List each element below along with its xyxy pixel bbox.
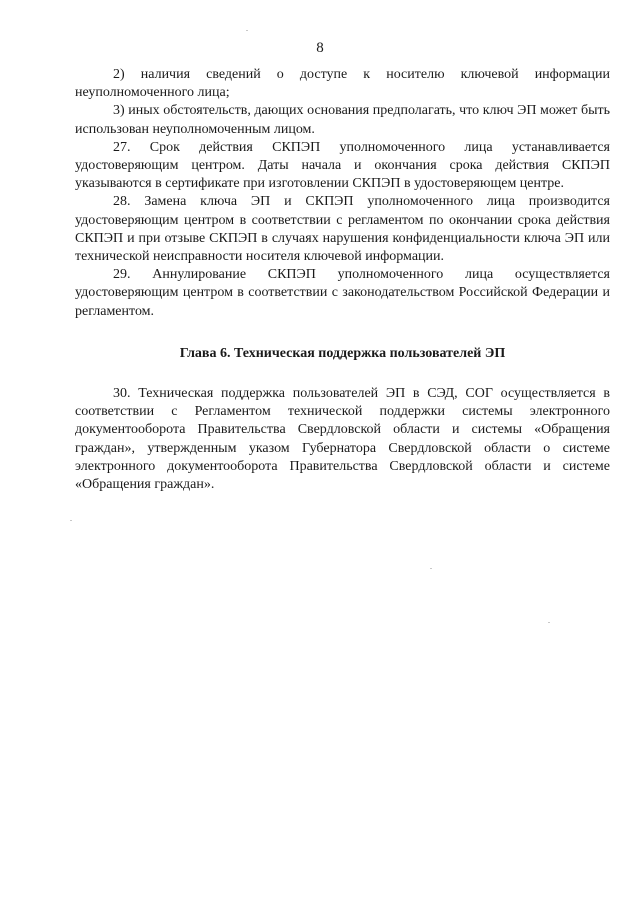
paragraph-27: 27. Срок действия СКПЭП уполномоченного лица устанавливается удостоверяющим центром. Даты начала и окончания срока действия СКПЭП указываются в сертификате при изготовлении СКПЭП в удостоверяющем центре. (75, 139, 610, 192)
scan-speck (430, 568, 432, 569)
scan-speck (548, 622, 550, 623)
paragraph-29: 29. Аннулирование СКПЭП уполномоченного лица осуществляется удостоверяющим центром в соответствии с законодательством Российской Федерации и регламентом. (75, 267, 610, 319)
paragraph-28: 28. Замена ключа ЭП и СКПЭП уполномоченного лица производится удостоверяющим центром в соответствии с регламентом по окончании срока действия СКПЭП и при отзыве СКПЭП в случаях нарушения конфиденциальности ключа ЭП или технической неисправности носителя ключевой информации. (75, 194, 610, 265)
scan-speck (70, 520, 72, 521)
paragraph-item-3: 3) иных обстоятельств, дающих основания предполагать, что ключ ЭП может быть использован неуполномоченным лицом. (75, 103, 610, 137)
page-number: 8 (316, 40, 324, 56)
document-body (75, 66, 610, 494)
paragraph-item-2: 2) наличия сведений о доступе к носителю ключевой информации неуполномоченного лица; (75, 67, 610, 101)
paragraph-30: 30. Техническая поддержка пользователей ЭП в СЭД, СОГ осуществляется в соответствии с Регламентом технической поддержки системы электронного документооборота Правительства Свердловской области и системы «Обращения граждан», утвержденным указом Губернатора Свердловской области о системе электронного документооборота Правительства Свердловской области и системе «Обращения граждан». (75, 386, 610, 493)
chapter-heading: Глава 6. Техническая поддержка пользователей ЭП (179, 345, 506, 361)
scan-speck (246, 30, 248, 31)
